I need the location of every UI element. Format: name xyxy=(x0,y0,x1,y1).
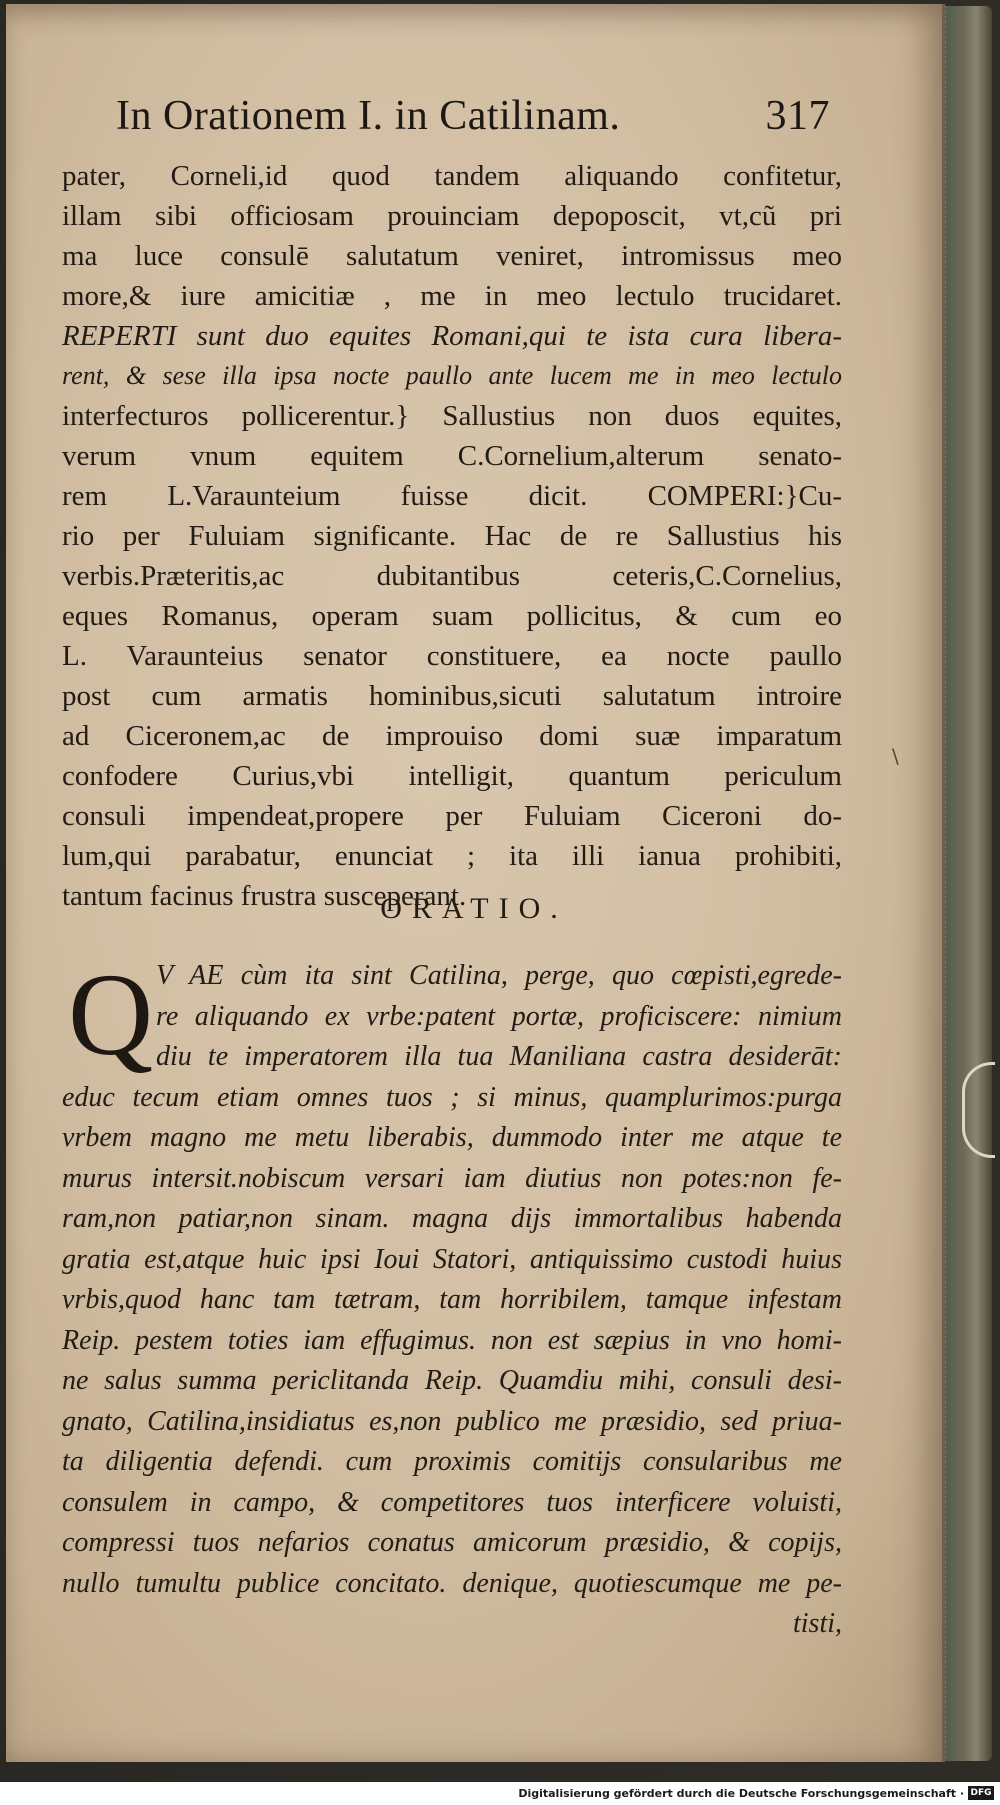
text-line: lum,qui parabatur, enunciat ; ita illi ianua prohibiti, xyxy=(62,840,842,872)
dfg-logo: DFG xyxy=(968,1786,994,1800)
text-line: ta diligentia defendi. cum proximis comitijs consularibus me xyxy=(62,1446,842,1477)
running-header xyxy=(116,82,830,152)
text-line: verum vnum equitem C.Cornelium,alterum senato- xyxy=(62,440,842,472)
book-page xyxy=(6,4,945,1762)
text-line: rio per Fuluiam significante. Hac de re Sallustius his xyxy=(62,520,842,552)
text-line: diu te imperatorem illa tua Maniliana castra desiderāt: xyxy=(156,1041,842,1072)
running-title: In Orationem I. in Catilinam. xyxy=(116,93,621,139)
text-line: vrbem magno me metu liberabis, dummodo inter me atque te xyxy=(62,1122,842,1153)
text-line: ad Ciceronem,ac de improuiso domi suæ imparatum xyxy=(62,720,842,752)
text-line: more,& iure amicitiæ , me in meo lectulo trucidaret. xyxy=(62,280,842,312)
oration-text xyxy=(62,949,842,1645)
text-line: post cum armatis hominibus,sicuti salutatum introire xyxy=(62,680,842,712)
text-line: ma luce consulē salutatum veniret, intromissus meo xyxy=(62,240,842,272)
text-line: educ tecum etiam omnes tuos ; si minus, quamplurimos:purga xyxy=(62,1081,842,1113)
text-line: ram,non patiar,non sinam. magna dijs immortalibus habenda xyxy=(62,1203,842,1234)
drop-cap: Q xyxy=(68,949,154,1080)
text-line: ne salus summa periclitanda Reip. Quamdiu mihi, consuli desi- xyxy=(62,1365,842,1396)
text-line: pater, Corneli,id quod tandem aliquando confitetur, xyxy=(62,160,842,192)
footer-bar xyxy=(0,1782,1000,1805)
text-line: verbis.Præteritis,ac dubitantibus ceteris,C.Cornelius, xyxy=(62,560,842,592)
text-line: L. Varaunteius senator constituere, ea nocte paullo xyxy=(62,640,842,672)
text-line: re aliquando ex vrbe:patent portæ, proficiscere: nimium xyxy=(156,1000,842,1032)
text-line: consuli impendeat,propere per Fuluiam Ciceroni do- xyxy=(62,800,842,832)
text-line: vrbis,quod hanc tam tætram, tam horribilem, tamque infestam xyxy=(62,1284,842,1315)
text-line: gratia est,atque huic ipsi Ioui Statori, antiquissimo custodi huius xyxy=(62,1243,842,1275)
text-line: compressi tuos nefarios conatus amicorum præsidio, & copijs, xyxy=(62,1527,842,1558)
text-line: nullo tumultu publice concitato. denique, quotiescumque me pe- xyxy=(62,1567,842,1599)
text-line: REPERTI sunt duo equites Romani,qui te ista cura libera- xyxy=(62,320,842,352)
text-line: V AE cùm ita sint Catilina, perge, quo cœpisti,egrede- xyxy=(156,960,842,991)
commentary-text xyxy=(62,156,842,916)
page-number: 317 xyxy=(765,93,830,139)
margin-mark: \ xyxy=(892,744,899,768)
text-line: tisti, xyxy=(792,1608,842,1639)
text-line: illam sibi officiosam prouinciam depoposcit, vt,cũ pri xyxy=(62,200,842,232)
text-line: consulem in campo, & competitores tuos interficere voluisti, xyxy=(62,1486,842,1518)
text-line: murus intersit.nobiscum versari iam diutius non potes:non fe- xyxy=(62,1162,842,1194)
text-line: Reip. pestem toties iam effugimus. non est sæpius in vno homi- xyxy=(62,1324,842,1356)
text-line: tantum facinus frustra susceperant. xyxy=(62,880,467,912)
text-line: confodere Curius,vbi intelligit, quantum periculum xyxy=(62,760,842,792)
digitization-credit: Digitalisierung gefördert durch die Deutsche Forschungsgemeinschaft · xyxy=(518,1787,964,1800)
text-line: eques Romanus, operam suam pollicitus, & cum eo xyxy=(62,600,842,632)
text-line: rem L.Varaunteium fuisse dicit. COMPERI:}Cu- xyxy=(62,480,842,512)
page-clip-mark xyxy=(962,1062,995,1158)
text-line: interfecturos pollicerentur.} Sallustius non duos equites, xyxy=(62,400,842,432)
text-line: rent, & sese illa ipsa nocte paullo ante lucem me in meo lectulo xyxy=(62,361,842,390)
text-line: gnato, Catilina,insidiatus es,non publico me præsidio, sed priua- xyxy=(62,1405,842,1437)
section-heading: ORATIO. xyxy=(380,892,568,925)
